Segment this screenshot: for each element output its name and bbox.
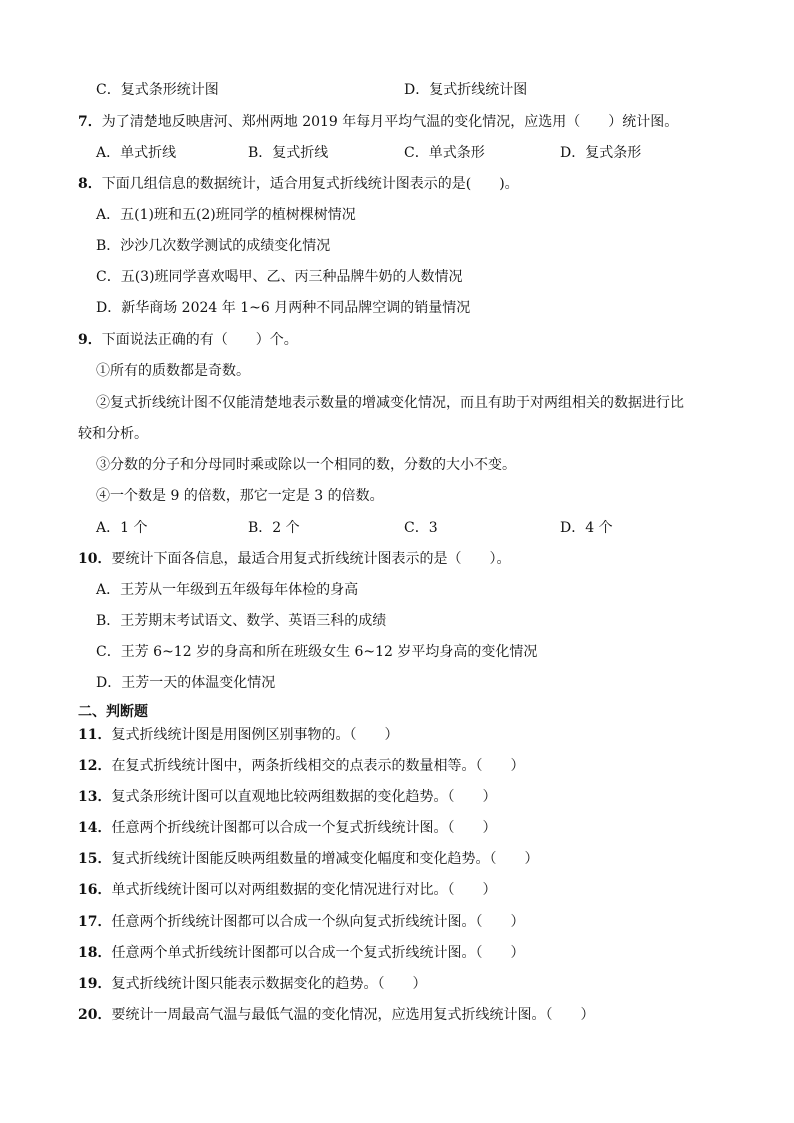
q9-statement-3: ③分数的分子和分母同时乘或除以一个相同的数，分数的大小不变。: [96, 457, 516, 473]
question-text: 复式折线统计图只能表示数据变化的趋势。（ ）: [111, 976, 427, 992]
question-number: 20．: [78, 1007, 112, 1023]
q9-option-b: B．2 个: [248, 520, 300, 536]
question-text: 要统计下面各信息，最适合用复式折线统计图表示的是（ ）。: [111, 551, 511, 567]
question-text: 要统计一周最高气温与最低气温的变化情况，应选用复式折线统计图。（ ）: [111, 1007, 595, 1023]
question-number: 11．: [78, 727, 112, 743]
q10-option-a: A．王芳从一年级到五年级每年体检的身高: [96, 582, 359, 598]
q7-option-b: B．复式折线: [248, 145, 329, 161]
question-text: 任意两个单式折线统计图都可以合成一个复式折线统计图。（ ）: [111, 945, 525, 961]
question-text: 为了清楚地反映唐河、郑州两地 2019 年每月平均气温的变化情况，应选用（ ）统计图。: [101, 114, 679, 130]
q9-statement-1: ①所有的质数都是奇数。: [96, 363, 250, 379]
q8-option-c: C．五(3)班同学喜欢喝甲、乙、丙三种品牌牛奶的人数情况: [96, 269, 463, 285]
question-text: 在复式折线统计图中，两条折线相交的点表示的数量相等。（ ）: [111, 758, 525, 774]
q7-option-c: C．单式条形: [404, 145, 485, 161]
judgment-question-13: [78, 787, 496, 807]
q9-option-c: C．3: [404, 520, 438, 536]
question-text: 复式折线统计图能反映两组数量的增减变化幅度和变化趋势。（ ）: [111, 851, 539, 867]
q9-option-d: D．4 个: [560, 520, 613, 536]
judgment-question-16: [78, 880, 496, 900]
judgment-question-18: [78, 943, 524, 963]
question-text: 下面几组信息的数据统计，适合用复式折线统计图表示的是( )。: [101, 176, 519, 192]
q7-option-d: D．复式条形: [560, 145, 642, 161]
question-number: 7．: [78, 114, 102, 130]
question-number: 18．: [78, 945, 112, 961]
q9-option-a: A．1 个: [96, 520, 148, 536]
q6-option-c: C．复式条形统计图: [96, 82, 219, 98]
q6-option-d: D．复式折线统计图: [404, 82, 528, 98]
question-number: 9．: [78, 332, 102, 348]
question-8: [78, 174, 519, 194]
q10-option-c: C．王芳 6~12 岁的身高和所在班级女生 6~12 岁平均身高的变化情况: [96, 644, 538, 660]
question-number: 13．: [78, 789, 112, 805]
question-text: 单式折线统计图可以对两组数据的变化情况进行对比。（ ）: [111, 882, 497, 898]
q9-statement-2: ②复式折线统计图不仅能清楚地表示数量的增减变化情况，而且有助于对两组相关的数据进行比: [96, 395, 684, 411]
q8-option-d: D．新华商场 2024 年 1~6 月两种不同品牌空调的销量情况: [96, 300, 471, 316]
q9-statement-4: ④一个数是 9 的倍数，那它一定是 3 的倍数。: [96, 488, 384, 504]
question-number: 17．: [78, 914, 112, 930]
question-10: [78, 549, 510, 569]
judgment-question-20: [78, 1005, 594, 1025]
question-number: 16．: [78, 882, 112, 898]
section-heading: 二、判断题: [78, 704, 148, 720]
question-text: 任意两个折线统计图都可以合成一个纵向复式折线统计图。（ ）: [111, 914, 525, 930]
q7-option-a: A．单式折线: [96, 145, 177, 161]
judgment-question-12: [78, 756, 524, 776]
q10-option-b: B．王芳期末考试语文、数学、英语三科的成绩: [96, 613, 387, 629]
question-number: 8．: [78, 176, 102, 192]
question-number: 19．: [78, 976, 112, 992]
judgment-question-11: [78, 725, 398, 745]
question-number: 14．: [78, 820, 112, 836]
judgment-question-14: [78, 818, 496, 838]
judgment-question-17: [78, 912, 524, 932]
q8-option-a: A．五(1)班和五(2)班同学的植树棵树情况: [96, 207, 356, 223]
judgment-question-15: [78, 849, 538, 869]
q9-statement-2-cont: 较和分析。: [78, 426, 148, 442]
q10-option-d: D．王芳一天的体温变化情况: [96, 675, 276, 691]
question-text: 复式条形统计图可以直观地比较两组数据的变化趋势。（ ）: [111, 789, 497, 805]
question-text: 任意两个折线统计图都可以合成一个复式折线统计图。（ ）: [111, 820, 497, 836]
question-text: 复式折线统计图是用图例区别事物的。（ ）: [111, 727, 399, 743]
question-number: 12．: [78, 758, 112, 774]
question-text: 下面说法正确的有（ ）个。: [101, 332, 298, 348]
question-7: [78, 112, 678, 132]
q8-option-b: B．沙沙几次数学测试的成绩变化情况: [96, 238, 331, 254]
question-9: [78, 330, 298, 350]
question-number: 10．: [78, 551, 112, 567]
judgment-question-19: [78, 974, 426, 994]
question-number: 15．: [78, 851, 112, 867]
